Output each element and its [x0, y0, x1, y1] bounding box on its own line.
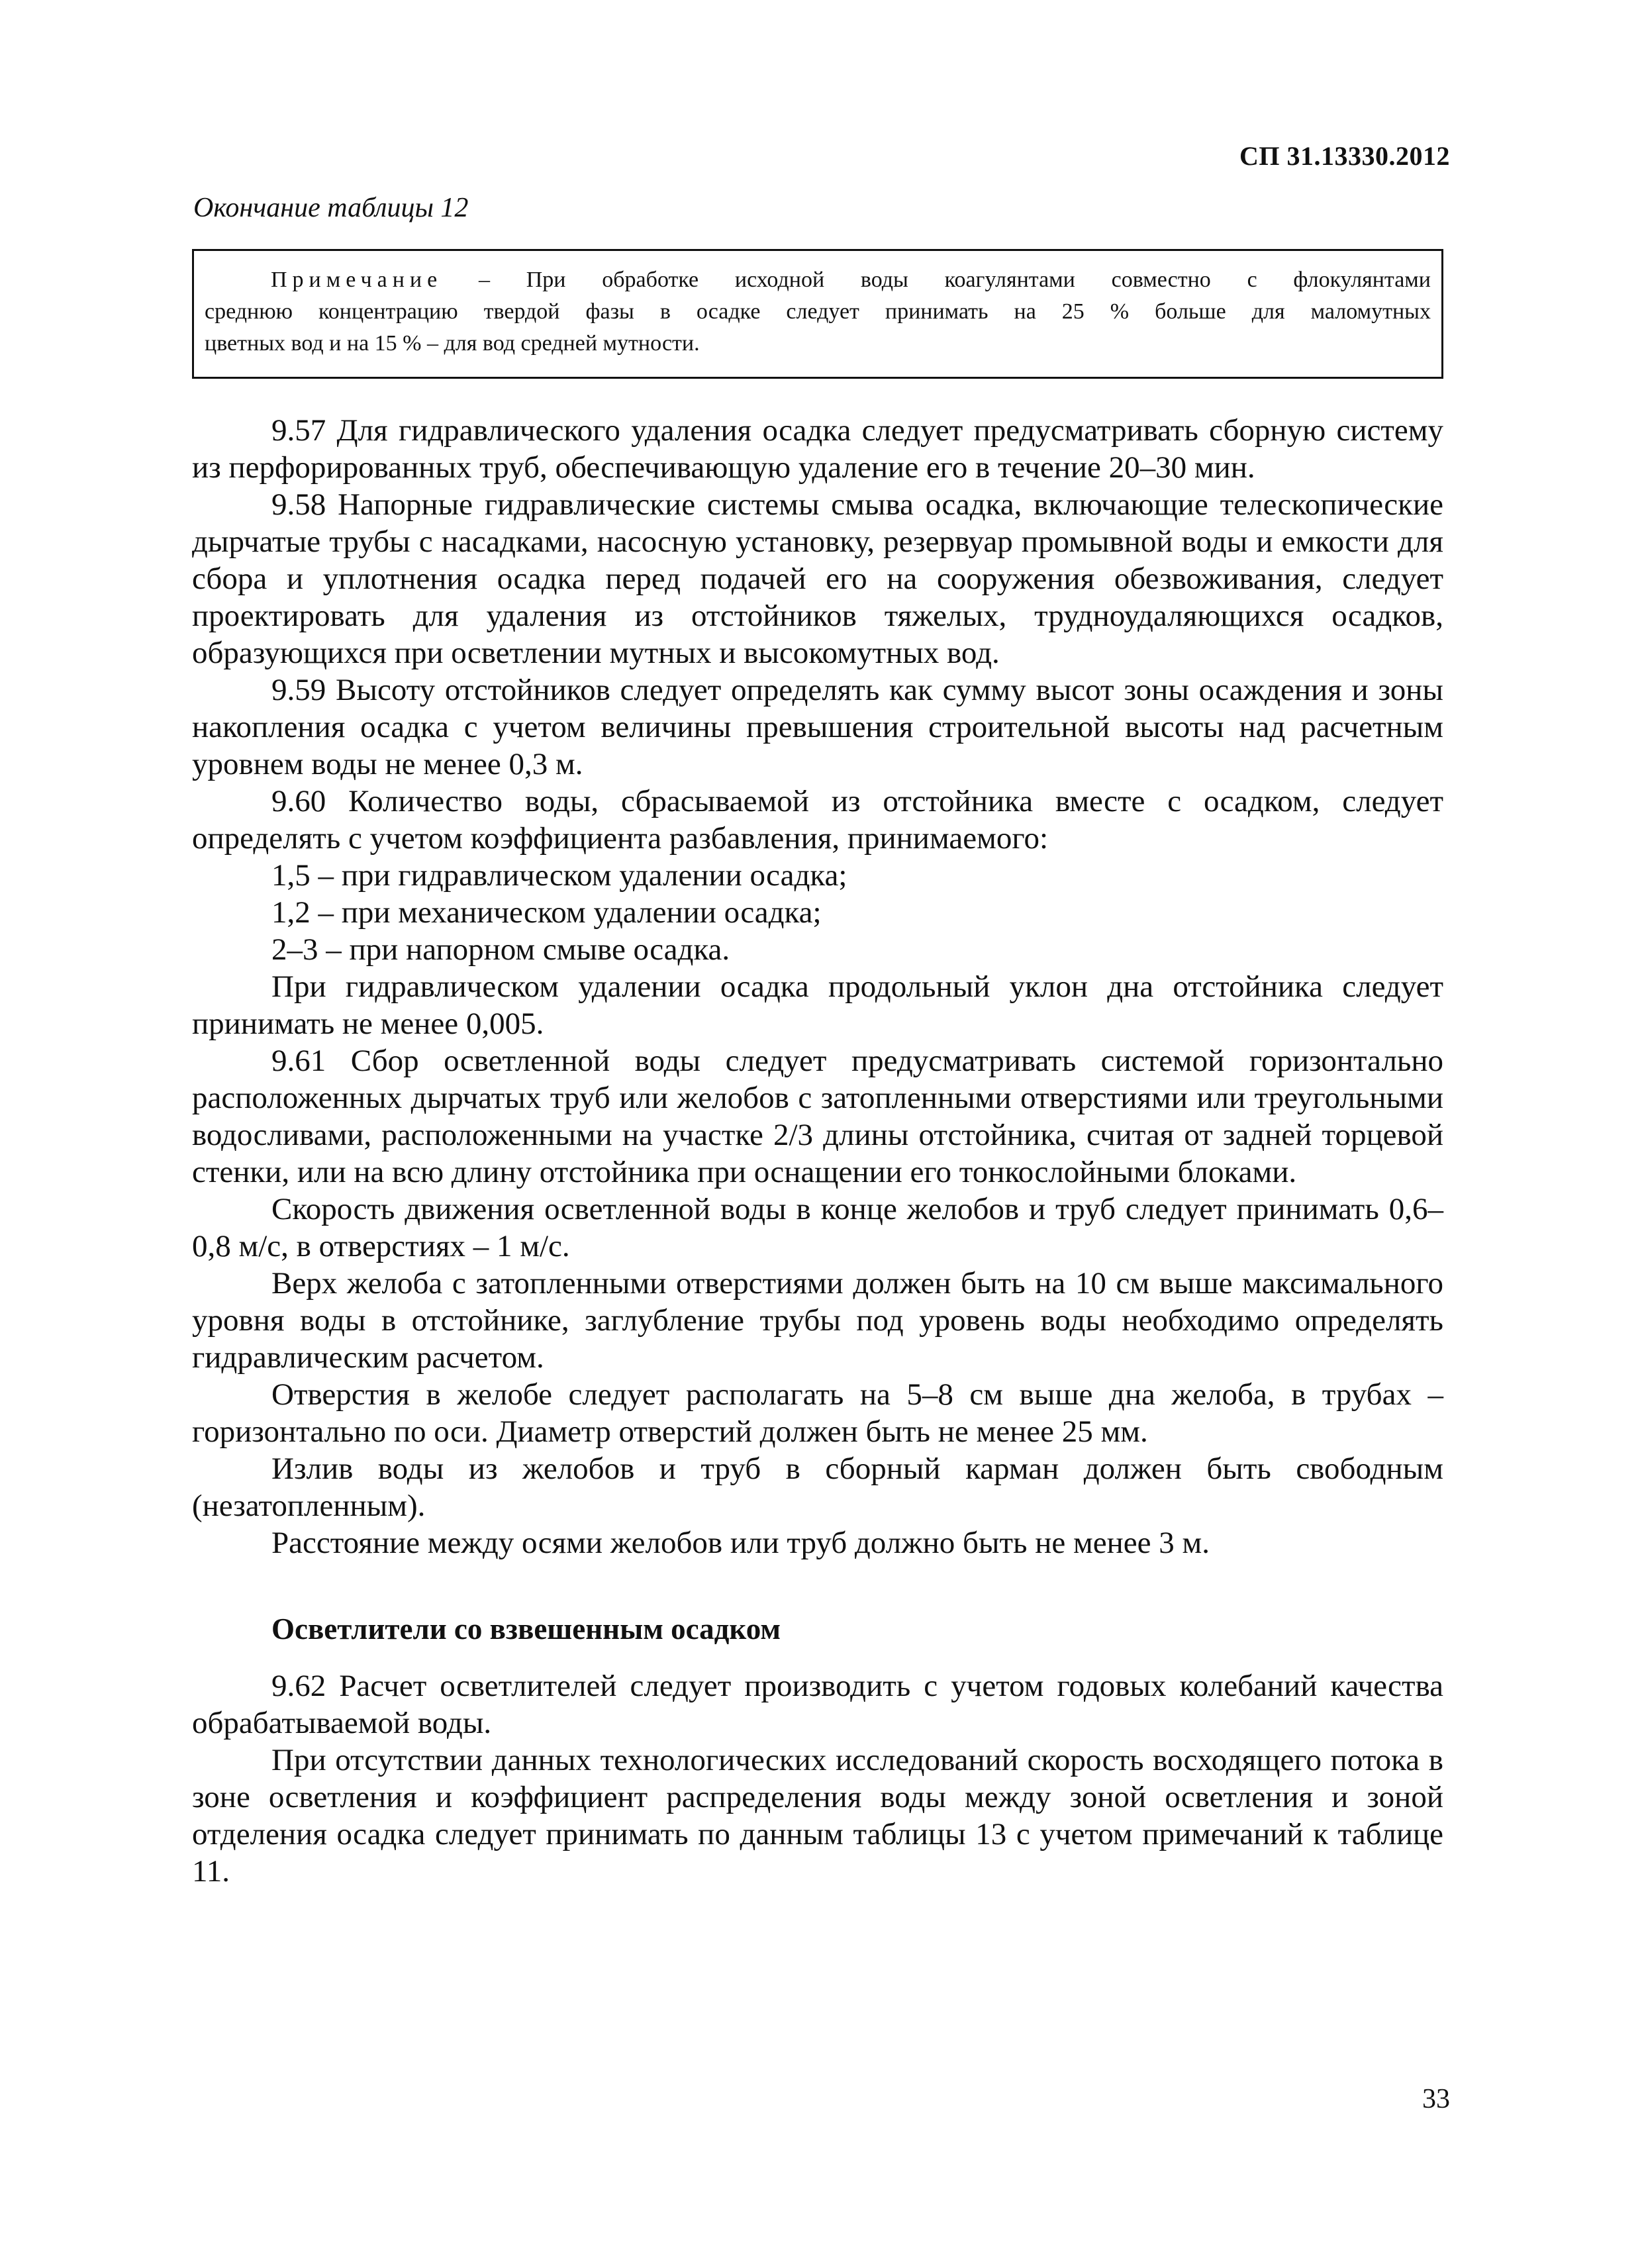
paragraph-outflow: Излив воды из желобов и труб в сборный карман должен быть свободным (незатопленным). [192, 1452, 1443, 1523]
list-item-coef-1: 1,5 – при гидравлическом удалении осадка; [271, 858, 847, 893]
note-label: Примечание [271, 268, 443, 292]
paragraph-9-57: 9.57 Для гидравлического удаления осадка следует предусматривать сборную систему из перфорированных труб, обеспечивающую удаление его в течение 20–30 мин. [192, 413, 1443, 485]
note-line-1-text: – При обработке исходной воды коагулянтами совместно с флокулянтами [478, 268, 1431, 292]
paragraph-spacing: Расстояние между осями желобов или труб должно быть не менее 3 м. [271, 1526, 1210, 1560]
paragraph-9-61: 9.61 Сбор осветленной воды следует предусматривать системой горизонтально расположенных дырчатых труб или желобов с затопленными отверстиями или треугольными водосливами, расположенными на участке 2/3 длины отстойника, считая от задней торцевой стенки, или на всю длину отстойника при оснащении его тонкослойными блоками. [192, 1044, 1443, 1189]
note-line-2: среднюю концентрацию твердой фазы в осадке следует принимать на 25 % больше для маломутных [205, 299, 1431, 324]
paragraph-9-62: 9.62 Расчет осветлителей следует производить с учетом годовых колебаний качества обрабатываемой воды. [192, 1669, 1443, 1740]
paragraph-9-58: 9.58 Напорные гидравлические системы смыва осадка, включающие телескопические дырчатые трубы с насадками, насосную установку, резервуар промывной воды и емкости для сбора и уплотнения осадка перед подачей его на сооружения обезвоживания, следует проектировать для удаления из отстойников тяжелых, трудноудаляющихся осадков, образующихся при осветлении мутных и высокомутных вод. [192, 487, 1443, 670]
document-body [192, 412, 1443, 1890]
table-continuation-caption: Окончание таблицы 12 [193, 193, 469, 223]
paragraph-openings: Отверстия в желобе следует располагать на 5–8 см выше дна желоба, в трубах – горизонтально по оси. Диаметр отверстий должен быть не менее 25 мм. [192, 1377, 1443, 1449]
paragraph-9-59: 9.59 Высоту отстойников следует определять как сумму высот зоны осаждения и зоны накопления осадка с учетом величины превышения строительной высоты над расчетным уровнем воды не менее 0,3 м. [192, 673, 1443, 781]
note-line-3: цветных вод и на 15 % – для вод средней мутности. [205, 331, 700, 356]
paragraph-trough-top: Верх желоба с затопленными отверстиями должен быть на 10 см выше максимального уровня воды в отстойнике, заглубление трубы под уровень воды необходимо определять гидравлическим расчетом. [192, 1266, 1443, 1375]
list-item-coef-3: 2–3 – при напорном смыве осадка. [271, 932, 730, 967]
section-heading: Осветлители со взвешенным осадком [271, 1612, 781, 1646]
paragraph-slope: При гидравлическом удалении осадка продольный уклон дна отстойника следует принимать не менее 0,005. [192, 969, 1443, 1041]
page-number: 33 [1422, 2084, 1450, 2114]
list-item-coef-2: 1,2 – при механическом удалении осадка; [271, 895, 822, 930]
paragraph-velocity: Скорость движения осветленной воды в конце желобов и труб следует принимать 0,6–0,8 м/с, в отверстиях – 1 м/с. [192, 1192, 1443, 1263]
paragraph-no-data: При отсутствии данных технологических исследований скорость восходящего потока в зоне осветления и коэффициент распределения воды между зоной осветления и зоной отделения осадка следует принимать по данным таблицы 13 с учетом примечаний к таблице 11. [192, 1743, 1443, 1889]
table-note-box [192, 249, 1443, 379]
paragraph-9-60: 9.60 Количество воды, сбрасываемой из отстойника вместе с осадком, следует определять с учетом коэффициента разбавления, принимаемого: [192, 784, 1443, 856]
document-code: СП 31.13330.2012 [1239, 141, 1450, 171]
note-line-1 [205, 264, 1431, 296]
